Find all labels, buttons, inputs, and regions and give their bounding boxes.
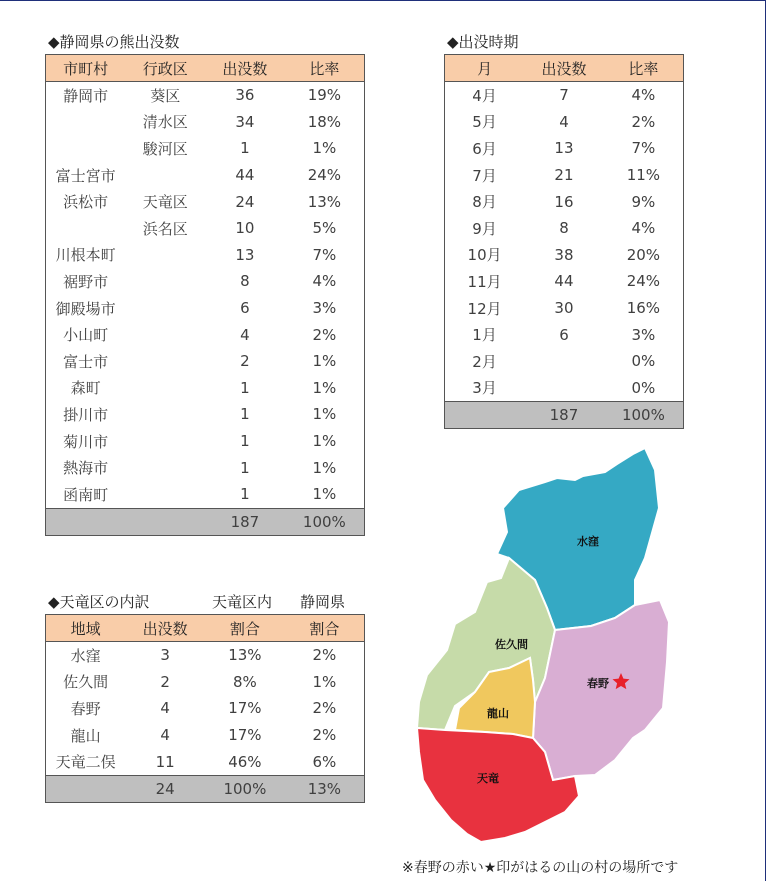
t3-header-cell: 割合: [285, 615, 365, 642]
table-cell: 1: [240, 458, 250, 477]
table-cell: 富士宮市: [55, 166, 116, 185]
table-cell: 掛川市: [63, 405, 109, 424]
table-row: [445, 268, 684, 295]
map-label-misakubo: 水窪: [577, 535, 599, 548]
table-row: [46, 295, 365, 322]
table-cell: 34: [235, 112, 255, 131]
table-row: [46, 748, 365, 775]
table-cell: 12月: [467, 299, 502, 318]
table-cell: 5月: [472, 113, 497, 132]
total-cell: 24: [125, 775, 205, 802]
table-cell: [46, 215, 126, 242]
table-cell: 4: [559, 112, 569, 131]
table-row: [46, 481, 365, 508]
table-cell: 富士市: [63, 352, 109, 371]
table-cell: 4: [160, 726, 170, 745]
table-cell: 8: [559, 219, 569, 238]
total-cell: 187: [524, 402, 604, 429]
total-cell: 100%: [285, 508, 365, 535]
table-cell: 2%: [312, 726, 337, 745]
table-cell: 浜名区: [142, 219, 188, 238]
table-cell: 1: [240, 139, 250, 158]
table-cell: 3%: [312, 299, 337, 318]
total-row: [46, 508, 365, 535]
table-cell: 1%: [312, 352, 337, 371]
table-row: [46, 642, 365, 669]
table-row: [46, 348, 365, 375]
table-cell: 1: [240, 432, 250, 451]
table-cell: 水窪: [70, 646, 101, 665]
total-row: [46, 775, 365, 802]
table-cell: 36: [235, 86, 255, 105]
table-cell: 川根本町: [55, 246, 116, 265]
table-cell: 46%: [228, 752, 262, 771]
table-row: [46, 215, 365, 242]
table-cell: 10月: [467, 246, 502, 265]
table-row: [445, 188, 684, 215]
table-cell: 24%: [626, 272, 661, 291]
table-cell: 2月: [472, 352, 497, 371]
table-cell: 5%: [312, 219, 337, 238]
table-cell: 熱海市: [63, 459, 109, 478]
t2-header-cell: 比率: [604, 55, 684, 82]
tenryu-breakdown-table: [45, 614, 365, 803]
table-cell: 4%: [631, 219, 656, 238]
table-cell: 菊川市: [63, 432, 109, 451]
table-cell: 19%: [307, 86, 342, 105]
table-cell: 天竜区: [142, 193, 188, 212]
table-cell: 御殿場市: [55, 299, 116, 318]
table-cell: 3: [160, 646, 170, 665]
table-row: [445, 82, 684, 109]
table-cell: 6%: [312, 752, 337, 771]
table-cell: 9%: [631, 192, 656, 211]
month-table-title: ◆出没時期: [447, 33, 519, 51]
table-cell: 11: [155, 752, 175, 771]
table-cell: 17%: [228, 699, 262, 718]
table-cell: 3月: [472, 379, 497, 398]
table-cell: [125, 242, 205, 269]
t1-header-cell: 比率: [285, 55, 365, 82]
pref-bear-table: [45, 54, 365, 536]
table-cell: 1%: [312, 485, 337, 504]
table-cell: 4月: [472, 86, 497, 105]
table-cell: [125, 401, 205, 428]
tenryu-group-label: 天竜区内: [212, 593, 273, 611]
table-row: [46, 268, 365, 295]
table-row: [445, 295, 684, 322]
table-cell: 13%: [228, 646, 262, 665]
table-cell: 7%: [312, 245, 337, 264]
tenryu-table-title: ◆天竜区の内訳: [48, 593, 150, 611]
table-cell: [125, 481, 205, 508]
table-cell: 裾野市: [63, 272, 109, 291]
table-cell: 佐久間: [63, 673, 109, 692]
table-cell: 18%: [307, 112, 342, 131]
table-cell: 春野: [70, 699, 101, 718]
table-cell: 2%: [312, 325, 337, 344]
map-footnote: ※春野の赤い★印がはるの山の村の場所です: [402, 860, 679, 876]
table-cell: 17%: [228, 726, 262, 745]
total-cell: 100%: [205, 775, 285, 802]
table-row: [46, 109, 365, 136]
table-cell: 1: [240, 405, 250, 424]
table-cell: 10: [235, 219, 255, 238]
table-row: [46, 669, 365, 696]
table-cell: 1%: [312, 405, 337, 424]
table-cell: 4%: [631, 86, 656, 105]
table-row: [445, 242, 684, 269]
total-cell: 187: [205, 508, 285, 535]
t3-header-cell: 地域: [46, 615, 126, 642]
table-cell: 7: [559, 86, 569, 105]
table-cell: 2%: [631, 112, 656, 131]
table-cell: 44: [554, 272, 574, 291]
table-cell: 2%: [312, 646, 337, 665]
table-cell: [125, 454, 205, 481]
table-cell: 13: [554, 139, 574, 158]
pref-group-label: 静岡県: [300, 593, 346, 611]
table-cell: 16: [554, 192, 574, 211]
table-cell: 7月: [472, 166, 497, 185]
table-cell: 小山町: [63, 326, 109, 345]
table-cell: 20%: [626, 245, 661, 264]
t2-header-cell: 月: [445, 55, 525, 82]
table-cell: [46, 109, 126, 136]
table-cell: 13%: [307, 192, 342, 211]
t2-header-cell: 出没数: [524, 55, 604, 82]
table-row: [445, 348, 684, 375]
t3-header-cell: 割合: [205, 615, 285, 642]
total-cell: [46, 508, 126, 535]
pref-table-title: ◆静岡県の熊出没数: [48, 33, 180, 51]
table-row: [46, 375, 365, 402]
table-cell: 静岡市: [63, 86, 109, 105]
table-row: [46, 135, 365, 162]
t1-header-cell: 市町村: [46, 55, 126, 82]
table-cell: [125, 162, 205, 189]
table-cell: 1%: [312, 139, 337, 158]
table-cell: 0%: [631, 352, 656, 371]
table-cell: 21: [554, 166, 574, 185]
table-row: [46, 454, 365, 481]
total-cell: 13%: [285, 775, 365, 802]
table-row: [46, 722, 365, 749]
frame-top-border: [0, 0, 766, 1]
t1-header-cell: 行政区: [125, 55, 205, 82]
table-row: [46, 242, 365, 269]
table-cell: 4: [160, 699, 170, 718]
table-cell: 1%: [312, 672, 337, 691]
table-cell: 天竜二俣: [55, 753, 116, 772]
table-cell: 24: [235, 192, 255, 211]
table-row: [46, 695, 365, 722]
table-cell: 函南町: [63, 485, 109, 504]
table-cell: 1: [240, 378, 250, 397]
table-row: [445, 109, 684, 136]
table-cell: [524, 375, 604, 402]
t3-header-cell: 出没数: [125, 615, 205, 642]
table-cell: 9月: [472, 219, 497, 238]
table-cell: 24%: [307, 166, 342, 185]
table-row: [46, 321, 365, 348]
table-cell: 8: [240, 272, 250, 291]
table-cell: 清水区: [142, 113, 188, 132]
total-cell: [445, 402, 525, 429]
table-cell: 38: [554, 245, 574, 264]
t1-header-cell: 出没数: [205, 55, 285, 82]
table-cell: 1: [240, 485, 250, 504]
table-cell: [125, 295, 205, 322]
table-cell: 4: [240, 325, 250, 344]
table-cell: 1月: [472, 326, 497, 345]
map-label-haruno: 春野: [587, 677, 609, 690]
total-cell: [125, 508, 205, 535]
table-cell: 11月: [467, 272, 502, 291]
table-cell: 4%: [312, 272, 337, 291]
table-cell: 1%: [312, 458, 337, 477]
map-label-tenryu: 天竜: [477, 772, 499, 785]
table-cell: 44: [235, 166, 255, 185]
table-cell: 6月: [472, 139, 497, 158]
table-cell: [125, 268, 205, 295]
map-label-sakuma: 佐久間: [495, 638, 528, 651]
table-cell: 龍山: [70, 726, 101, 745]
tenryu-region-map: [405, 440, 670, 850]
table-cell: 駿河区: [142, 139, 188, 158]
table-cell: 1%: [312, 432, 337, 451]
table-cell: 11%: [626, 166, 661, 185]
table-cell: 0%: [631, 378, 656, 397]
total-cell: 100%: [604, 402, 684, 429]
table-cell: 16%: [626, 299, 661, 318]
table-cell: [125, 428, 205, 455]
table-cell: 1%: [312, 378, 337, 397]
table-cell: [46, 135, 126, 162]
total-row: [445, 402, 684, 429]
table-cell: [125, 321, 205, 348]
total-cell: [46, 775, 126, 802]
table-row: [445, 215, 684, 242]
table-cell: [524, 348, 604, 375]
table-cell: 葵区: [150, 86, 181, 105]
map-label-tatsuyama: 龍山: [487, 707, 509, 720]
table-cell: 6: [240, 299, 250, 318]
table-cell: 7%: [631, 139, 656, 158]
table-row: [46, 188, 365, 215]
table-cell: 3%: [631, 325, 656, 344]
table-cell: 森町: [70, 379, 101, 398]
table-row: [445, 375, 684, 402]
table-row: [445, 321, 684, 348]
table-cell: 2%: [312, 699, 337, 718]
table-cell: 浜松市: [63, 193, 109, 212]
table-cell: 2: [160, 672, 170, 691]
table-row: [46, 82, 365, 109]
table-cell: 8%: [232, 672, 257, 691]
table-row: [46, 401, 365, 428]
table-row: [46, 428, 365, 455]
table-cell: [125, 348, 205, 375]
table-cell: 6: [559, 325, 569, 344]
month-table: [444, 54, 684, 429]
table-cell: 30: [554, 299, 574, 318]
table-row: [445, 162, 684, 189]
table-row: [445, 135, 684, 162]
table-cell: 13: [235, 245, 255, 264]
table-row: [46, 162, 365, 189]
table-cell: [125, 375, 205, 402]
table-cell: 2: [240, 352, 250, 371]
table-cell: 8月: [472, 193, 497, 212]
